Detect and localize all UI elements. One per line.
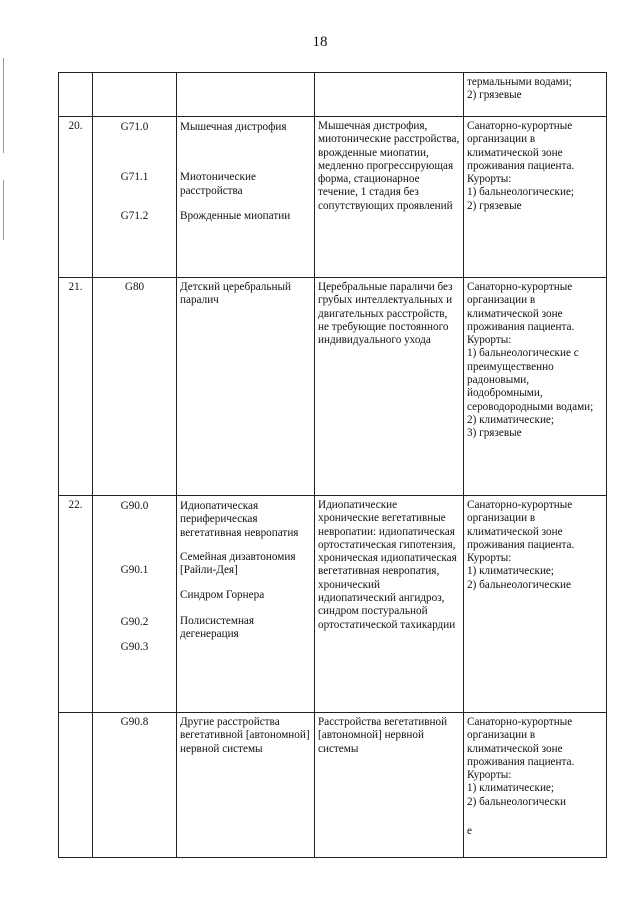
disease-code: G90.8 xyxy=(120,716,149,728)
cell-code xyxy=(93,713,177,858)
disease-code: G80 xyxy=(124,281,145,293)
cell-form xyxy=(315,713,464,858)
resorts-text: термальными водами; 2) грязевые xyxy=(467,76,572,102)
resorts-text: Санаторно-курортные организации в климатической зоне проживания пациента. Курорты: 1) бальнеологические; 2) грязевые xyxy=(467,120,575,212)
binding-mark xyxy=(3,58,4,153)
cell-name xyxy=(177,117,315,278)
disease-name: Синдром Горнера xyxy=(180,589,265,602)
resorts-text: Санаторно-курортные организации в климатической зоне проживания пациента. Курорты: 1) климатические; 2) бальнеологически xyxy=(467,716,575,808)
disease-form: Расстройства вегетативной [автономной] нервной системы xyxy=(318,716,448,755)
disease-name: Мышечная дистрофия xyxy=(180,121,287,133)
table-row-22 xyxy=(59,496,607,713)
row-number: 22. xyxy=(59,496,93,713)
disease-code: G71.0 xyxy=(120,121,149,133)
row-number: 20. xyxy=(59,117,93,278)
disease-code: G71.2 xyxy=(120,209,149,222)
cell-form xyxy=(315,73,464,117)
disease-form: Церебральные параличи без грубых интеллектуальных и двигательных расстройств, не требующие постоянного индивидуального ухода xyxy=(318,281,453,347)
disease-name: Семейная дизавтономия [Райли-Дея] xyxy=(180,550,296,577)
disease-name: Идиопатическая периферическая вегетативная невропатия xyxy=(180,500,299,539)
disease-name: Другие расстройства вегетативной [автономной] нервной системы xyxy=(180,716,310,755)
disease-name: Детский церебральный паралич xyxy=(180,281,291,307)
row-number: 21. xyxy=(59,278,93,496)
binding-mark xyxy=(3,180,4,240)
cell-name xyxy=(177,278,315,496)
cell-num xyxy=(59,73,93,117)
disease-code: G90.1 xyxy=(120,564,149,577)
table-row-21 xyxy=(59,278,607,496)
disease-code: G90.2 xyxy=(120,615,149,628)
cell-resorts xyxy=(464,713,607,858)
cell-form xyxy=(315,496,464,713)
cell-code xyxy=(93,73,177,117)
row-number xyxy=(59,713,93,858)
disease-name: Врожденные миопатии xyxy=(180,209,291,222)
disease-form: Идиопатические хронические вегетативные невропатии: идиопатическая ортостатическая гипотензия, хроническая идиопатическая вегетативная невропатия, хронический идиопатический ангидроз, синдром постуральной ортостатической тахикардии xyxy=(318,499,457,631)
resorts-text-tail: е xyxy=(467,825,472,838)
resort-table xyxy=(58,72,607,858)
cell-name xyxy=(177,713,315,858)
disease-code: G90.0 xyxy=(120,500,149,512)
disease-code: G71.1 xyxy=(120,171,149,184)
cell-resorts xyxy=(464,278,607,496)
cell-code xyxy=(93,278,177,496)
cell-name xyxy=(177,73,315,117)
cell-form xyxy=(315,117,464,278)
disease-name: Миотонические расстройства xyxy=(180,171,256,197)
cell-code xyxy=(93,117,177,278)
cell-resorts xyxy=(464,496,607,713)
cell-code xyxy=(93,496,177,713)
resorts-text: Санаторно-курортные организации в климатической зоне проживания пациента. Курорты: 1) климатические; 2) бальнеологические xyxy=(467,499,575,591)
disease-form: Мышечная дистрофия, миотонические расстройства, врожденные миопатии, медленно прогрессирующая форма, стационарное течение, 1 стадия без сопутствующих проявлений xyxy=(318,120,460,212)
table-row-20 xyxy=(59,117,607,278)
page-number: 18 xyxy=(312,34,328,50)
cell-name xyxy=(177,496,315,713)
cell-resorts xyxy=(464,117,607,278)
cell-form xyxy=(315,278,464,496)
table-row-continuation xyxy=(59,73,607,117)
disease-name: Полисистемная дегенерация xyxy=(180,614,255,641)
disease-code: G90.3 xyxy=(120,640,149,653)
cell-resorts xyxy=(464,73,607,117)
table-row-22-continued xyxy=(59,713,607,858)
resorts-text: Санаторно-курортные организации в климатической зоне проживания пациента. Курорты: 1) бальнеологические с преимущественно радоновыми, йодобромными, сероводородными водами; 2) климатические; 3) грязевые xyxy=(467,281,594,440)
